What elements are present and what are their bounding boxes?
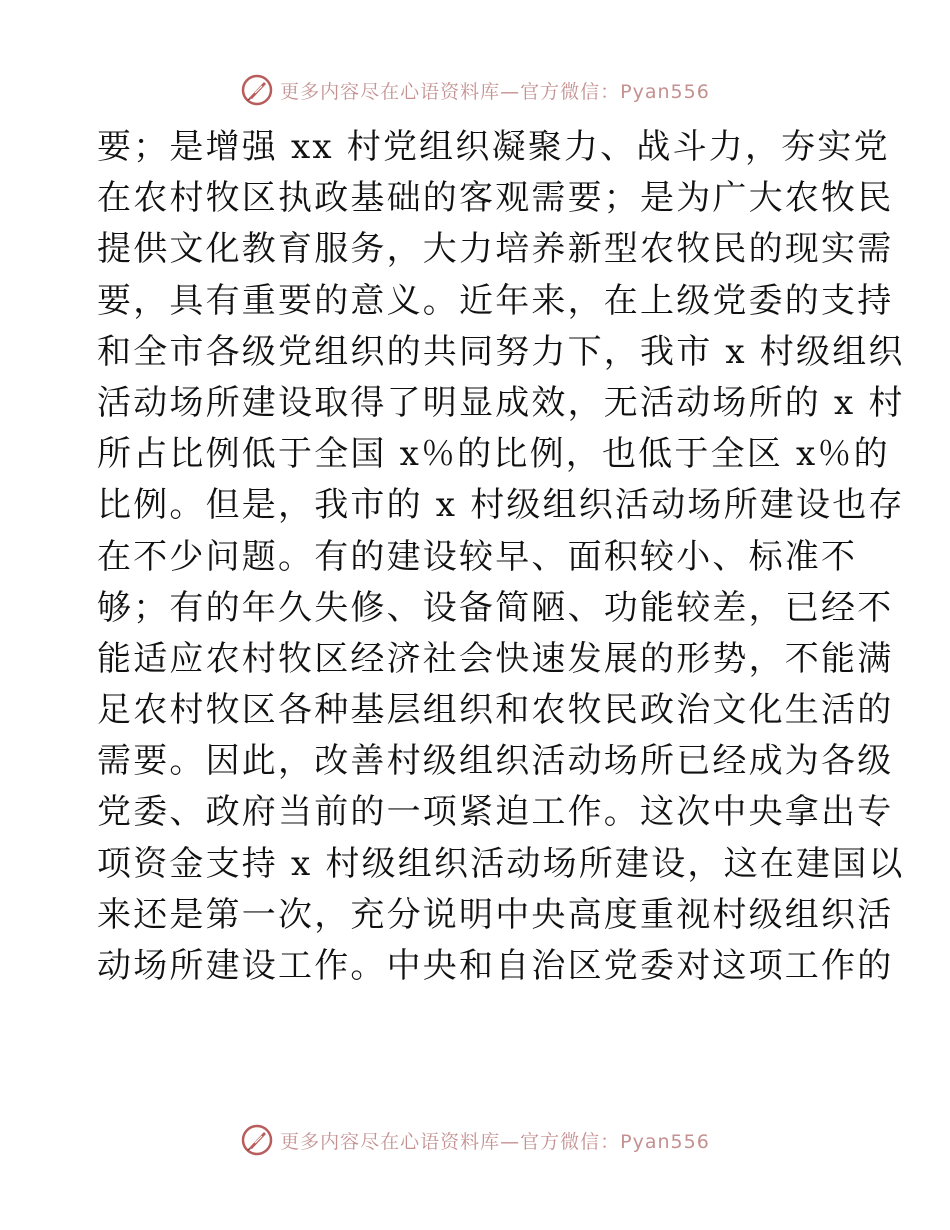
text-line: 活动场所建设取得了明显成效，无活动场所的 x 村 <box>97 382 905 423</box>
text-line: 需要。因此，改善村级组织活动场所已经成为各级 <box>97 741 894 782</box>
text-line: 党委、政府当前的一项紧迫工作。这次中央拿出专 <box>97 792 894 833</box>
text-line: 要；是增强 xx 村党组织凝聚力、战斗力，夯实党 <box>97 127 890 167</box>
text-line: 和全市各级党组织的共同努力下，我市 x 村级组织 <box>97 331 905 372</box>
document-body <box>97 122 905 992</box>
text-line: 能适应农村牧区经济社会快速发展的形势，不能满 <box>97 638 894 679</box>
text-line: 来还是第一次，充分说明中央高度重视村级组织活 <box>97 894 894 935</box>
feather-pen-logo-icon <box>240 1123 274 1157</box>
text-line: 要，具有重要的意义。近年来，在上级党委的支持 <box>97 280 894 321</box>
footer-watermark <box>0 1120 950 1160</box>
text-line: 动场所建设工作。中央和自治区党委对这项工作的 <box>97 946 894 986</box>
feather-pen-logo-icon <box>240 73 274 107</box>
text-line: 在农村牧区执政基础的客观需要；是为广大农牧民 <box>97 178 894 219</box>
text-line: 所占比例低于全国 x％的比例，也低于全区 x％的 <box>97 434 890 475</box>
text-line: 提供文化教育服务，大力培养新型农牧民的现实需 <box>97 229 894 270</box>
text-line: 足农村牧区各种基层组织和农牧民政治文化生活的 <box>97 690 894 731</box>
text-line: 比例。但是，我市的 x 村级组织活动场所建设也存 <box>97 485 905 526</box>
text-line: 在不少问题。有的建设较早、面积较小、标准不 <box>97 536 858 577</box>
text-line: 够；有的年久失修、设备简陋、功能较差，已经不 <box>97 587 894 628</box>
footer-watermark-text: 更多内容尽在心语资料库—官方微信：Pyan556 <box>280 1130 710 1153</box>
header-watermark <box>0 70 950 110</box>
header-watermark-text: 更多内容尽在心语资料库—官方微信：Pyan556 <box>280 80 710 103</box>
text-line: 项资金支持 x 村级组织活动场所建设，这在建国以 <box>97 843 905 884</box>
